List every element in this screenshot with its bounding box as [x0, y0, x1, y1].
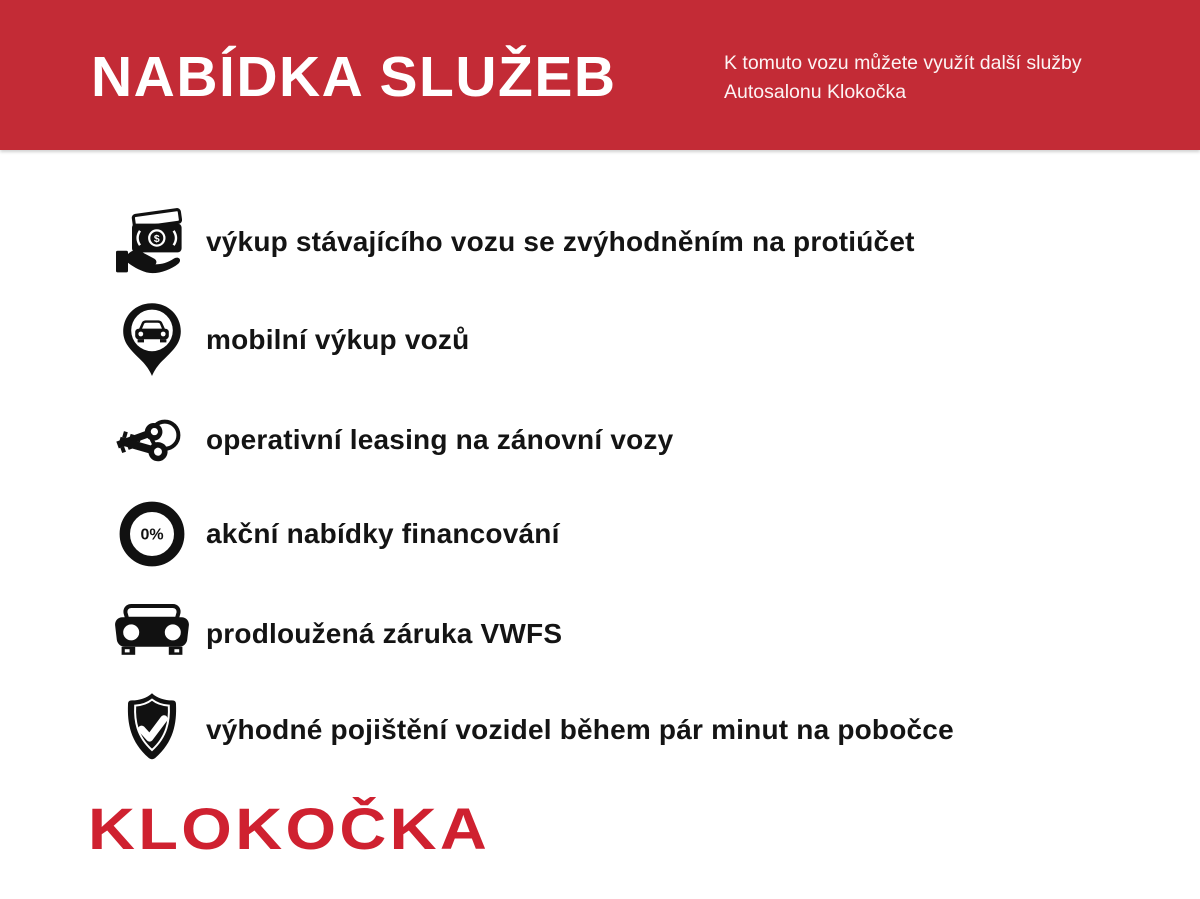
car-location-pin-icon [112, 298, 192, 382]
service-label: výhodné pojištění vozidel během pár minut na pobočce [206, 714, 954, 745]
service-label: prodloužená záruka VWFS [206, 618, 563, 649]
service-row-leasing [112, 398, 673, 482]
klokocka-logo: KLOKOČKA [88, 797, 491, 862]
service-row-warranty [112, 592, 562, 676]
service-row-financing [112, 492, 560, 576]
car-front-icon [112, 592, 192, 676]
service-row-insurance [112, 688, 954, 772]
service-label: výkup stávajícího vozu se zvýhodněním na protiúčet [206, 226, 915, 257]
service-row-buyback [112, 200, 915, 284]
zero-percent-icon [112, 492, 192, 576]
page-title: NABÍDKA SLUŽEB [91, 45, 617, 109]
service-label: mobilní výkup vozů [206, 324, 470, 355]
header-banner [0, 0, 1200, 150]
service-label: akční nabídky financování [206, 518, 560, 549]
header-subtitle-line2: Autosalonu Klokočka [724, 80, 907, 103]
header-subtitle-line1: K tomuto vozu můžete využít další služby [724, 52, 1082, 74]
cash-in-hand-icon [112, 200, 192, 284]
shield-check-icon [112, 688, 192, 772]
service-row-mobile-buyback [112, 298, 469, 382]
car-keys-icon [112, 398, 192, 482]
svg-text:$: $ [153, 234, 160, 245]
svg-text:0%: 0% [140, 526, 164, 544]
header-subtitle [724, 49, 1082, 106]
service-label: operativní leasing na zánovní vozy [206, 424, 674, 455]
